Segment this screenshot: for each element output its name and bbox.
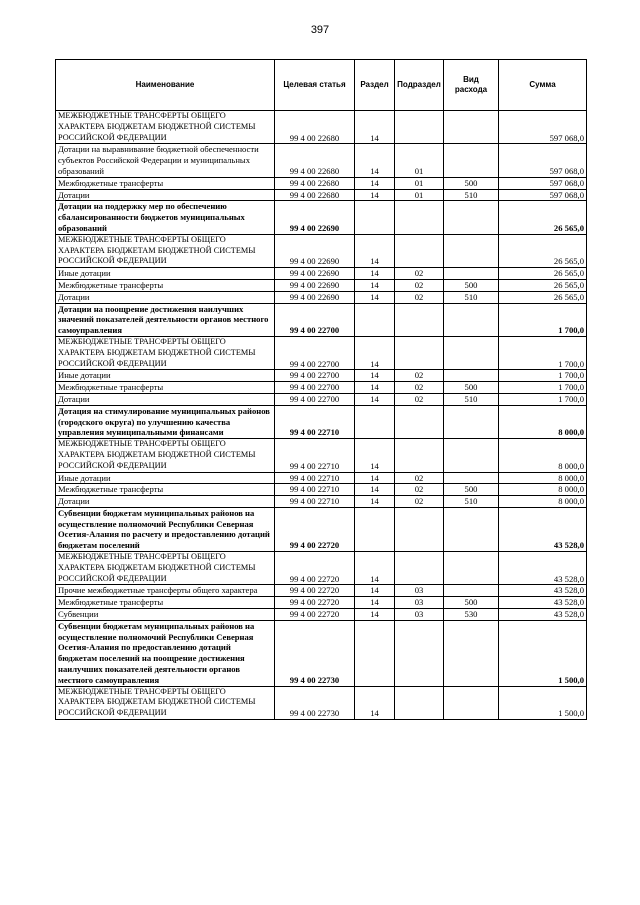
cell-expense-type: [444, 336, 499, 369]
cell-name: Иные дотации: [56, 370, 275, 382]
cell-target: 99 4 00 22730: [275, 620, 355, 686]
cell-target: 99 4 00 22720: [275, 585, 355, 597]
cell-sum: 1 500,0: [499, 686, 587, 719]
table-row: [56, 291, 587, 303]
cell-subsection: 02: [395, 382, 444, 394]
header-expense-type: Вид расхода: [444, 60, 499, 111]
cell-name: Межбюджетные трансферты: [56, 484, 275, 496]
cell-sum: 43 528,0: [499, 552, 587, 585]
cell-subsection: [395, 439, 444, 472]
table-row: [56, 585, 587, 597]
cell-section: 14: [355, 234, 395, 267]
table-row: [56, 189, 587, 201]
cell-sum: 43 528,0: [499, 507, 587, 551]
header-subsection: Подраздел: [395, 60, 444, 111]
cell-expense-type: 510: [444, 189, 499, 201]
cell-subsection: 02: [395, 484, 444, 496]
cell-subsection: [395, 201, 444, 234]
cell-subsection: [395, 303, 444, 336]
cell-sum: 26 565,0: [499, 268, 587, 280]
cell-sum: 26 565,0: [499, 234, 587, 267]
cell-name: Субвенции: [56, 609, 275, 621]
cell-name: МЕЖБЮДЖЕТНЫЕ ТРАНСФЕРТЫ ОБЩЕГО ХАРАКТЕРА БЮДЖЕТАМ БЮДЖЕТНОЙ СИСТЕМЫ РОССИЙСКОЙ ФЕДЕРАЦИИ: [56, 552, 275, 585]
cell-sum: 1 700,0: [499, 370, 587, 382]
cell-expense-type: 500: [444, 279, 499, 291]
cell-subsection: 02: [395, 370, 444, 382]
cell-name: Дотации: [56, 291, 275, 303]
cell-section: 14: [355, 472, 395, 484]
cell-target: 99 4 00 22720: [275, 507, 355, 551]
cell-expense-type: [444, 585, 499, 597]
cell-sum: 43 528,0: [499, 585, 587, 597]
cell-sum: 8 000,0: [499, 496, 587, 508]
cell-sum: 1 700,0: [499, 336, 587, 369]
cell-subsection: 02: [395, 291, 444, 303]
cell-target: 99 4 00 22690: [275, 291, 355, 303]
cell-subsection: [395, 620, 444, 686]
cell-subsection: 02: [395, 279, 444, 291]
cell-section: 14: [355, 370, 395, 382]
cell-target: 99 4 00 22680: [275, 177, 355, 189]
cell-name: Дотации на поддержку мер по обеспечению сбалансированности бюджетов муниципальных образований: [56, 201, 275, 234]
table-row: [56, 144, 587, 177]
cell-expense-type: [444, 686, 499, 719]
table-row: [56, 234, 587, 267]
cell-name: Дотация на стимулирование муниципальных районов (городского округа) по улучшению качества управления муниципальными финансами: [56, 405, 275, 438]
table-row: [56, 336, 587, 369]
cell-section: [355, 201, 395, 234]
cell-subsection: [395, 405, 444, 438]
cell-target: 99 4 00 22700: [275, 303, 355, 336]
cell-target: 99 4 00 22720: [275, 552, 355, 585]
cell-name: Иные дотации: [56, 472, 275, 484]
cell-expense-type: 510: [444, 291, 499, 303]
cell-expense-type: 500: [444, 597, 499, 609]
cell-target: 99 4 00 22680: [275, 189, 355, 201]
cell-target: 99 4 00 22690: [275, 201, 355, 234]
cell-expense-type: [444, 439, 499, 472]
cell-expense-type: [444, 111, 499, 144]
cell-name: МЕЖБЮДЖЕТНЫЕ ТРАНСФЕРТЫ ОБЩЕГО ХАРАКТЕРА БЮДЖЕТАМ БЮДЖЕТНОЙ СИСТЕМЫ РОССИЙСКОЙ ФЕДЕРАЦИИ: [56, 336, 275, 369]
budget-table: [55, 59, 587, 720]
cell-subsection: [395, 686, 444, 719]
cell-target: 99 4 00 22690: [275, 268, 355, 280]
table-row: [56, 609, 587, 621]
table-row: [56, 268, 587, 280]
cell-sum: 26 565,0: [499, 279, 587, 291]
cell-expense-type: [444, 507, 499, 551]
table-body: [56, 111, 587, 720]
cell-name: МЕЖБЮДЖЕТНЫЕ ТРАНСФЕРТЫ ОБЩЕГО ХАРАКТЕРА БЮДЖЕТАМ БЮДЖЕТНОЙ СИСТЕМЫ РОССИЙСКОЙ ФЕДЕРАЦИИ: [56, 111, 275, 144]
cell-subsection: [395, 507, 444, 551]
cell-subsection: 01: [395, 177, 444, 189]
cell-sum: 43 528,0: [499, 609, 587, 621]
cell-sum: 597 068,0: [499, 189, 587, 201]
cell-subsection: 02: [395, 268, 444, 280]
cell-subsection: [395, 552, 444, 585]
cell-expense-type: [444, 144, 499, 177]
table-row: [56, 279, 587, 291]
cell-subsection: [395, 336, 444, 369]
cell-section: 14: [355, 144, 395, 177]
header-sum: Сумма: [499, 60, 587, 111]
cell-subsection: 02: [395, 472, 444, 484]
cell-target: 99 4 00 22720: [275, 609, 355, 621]
cell-target: 99 4 00 22690: [275, 234, 355, 267]
cell-section: 14: [355, 111, 395, 144]
page-number: 397: [310, 24, 330, 36]
cell-name: МЕЖБЮДЖЕТНЫЕ ТРАНСФЕРТЫ ОБЩЕГО ХАРАКТЕРА БЮДЖЕТАМ БЮДЖЕТНОЙ СИСТЕМЫ РОССИЙСКОЙ ФЕДЕРАЦИИ: [56, 439, 275, 472]
cell-section: 14: [355, 609, 395, 621]
cell-sum: 1 700,0: [499, 382, 587, 394]
table-row: [56, 370, 587, 382]
cell-section: 14: [355, 686, 395, 719]
cell-sum: 26 565,0: [499, 201, 587, 234]
cell-name: Дотации на выравнивание бюджетной обеспеченности субъектов Российской Федерации и муниципальных образований: [56, 144, 275, 177]
cell-name: Межбюджетные трансферты: [56, 177, 275, 189]
header-name: Наименование: [56, 60, 275, 111]
cell-subsection: 02: [395, 496, 444, 508]
cell-section: 14: [355, 496, 395, 508]
table-row: [56, 111, 587, 144]
table-row: [56, 472, 587, 484]
cell-subsection: 03: [395, 585, 444, 597]
cell-expense-type: [444, 303, 499, 336]
cell-section: 14: [355, 382, 395, 394]
cell-sum: 1 700,0: [499, 303, 587, 336]
cell-target: 99 4 00 22680: [275, 111, 355, 144]
cell-section: 14: [355, 439, 395, 472]
cell-sum: 26 565,0: [499, 291, 587, 303]
cell-sum: 8 000,0: [499, 484, 587, 496]
cell-expense-type: [444, 620, 499, 686]
cell-section: 14: [355, 291, 395, 303]
cell-subsection: 01: [395, 144, 444, 177]
cell-sum: 8 000,0: [499, 439, 587, 472]
cell-target: 99 4 00 22680: [275, 144, 355, 177]
cell-name: МЕЖБЮДЖЕТНЫЕ ТРАНСФЕРТЫ ОБЩЕГО ХАРАКТЕРА БЮДЖЕТАМ БЮДЖЕТНОЙ СИСТЕМЫ РОССИЙСКОЙ ФЕДЕРАЦИИ: [56, 234, 275, 267]
cell-name: Межбюджетные трансферты: [56, 279, 275, 291]
cell-section: 14: [355, 268, 395, 280]
cell-subsection: 03: [395, 609, 444, 621]
cell-expense-type: [444, 234, 499, 267]
cell-name: МЕЖБЮДЖЕТНЫЕ ТРАНСФЕРТЫ ОБЩЕГО ХАРАКТЕРА БЮДЖЕТАМ БЮДЖЕТНОЙ СИСТЕМЫ РОССИЙСКОЙ ФЕДЕРАЦИИ: [56, 686, 275, 719]
table-row: [56, 507, 587, 551]
cell-sum: 1 700,0: [499, 393, 587, 405]
cell-name: Дотации на поощрение достижения наилучших значений показателей деятельности органов местного самоуправления: [56, 303, 275, 336]
cell-section: 14: [355, 585, 395, 597]
cell-target: 99 4 00 22700: [275, 382, 355, 394]
cell-section: 14: [355, 336, 395, 369]
cell-section: [355, 405, 395, 438]
cell-subsection: [395, 234, 444, 267]
table-row: [56, 496, 587, 508]
table-row: [56, 382, 587, 394]
cell-expense-type: 530: [444, 609, 499, 621]
table-row: [56, 439, 587, 472]
cell-target: 99 4 00 22710: [275, 439, 355, 472]
cell-subsection: 02: [395, 393, 444, 405]
cell-expense-type: [444, 472, 499, 484]
cell-sum: 597 068,0: [499, 177, 587, 189]
cell-target: 99 4 00 22700: [275, 336, 355, 369]
header-target: Целевая статья: [275, 60, 355, 111]
cell-target: 99 4 00 22690: [275, 279, 355, 291]
cell-target: 99 4 00 22710: [275, 496, 355, 508]
cell-name: Межбюджетные трансферты: [56, 597, 275, 609]
cell-target: 99 4 00 22710: [275, 472, 355, 484]
table-row: [56, 597, 587, 609]
cell-section: 14: [355, 279, 395, 291]
cell-subsection: 03: [395, 597, 444, 609]
cell-expense-type: [444, 268, 499, 280]
cell-sum: 8 000,0: [499, 405, 587, 438]
cell-name: Дотации: [56, 393, 275, 405]
cell-name: Прочие межбюджетные трансферты общего характера: [56, 585, 275, 597]
cell-expense-type: [444, 405, 499, 438]
cell-expense-type: 500: [444, 382, 499, 394]
cell-target: 99 4 00 22720: [275, 597, 355, 609]
cell-name: Дотации: [56, 189, 275, 201]
table-row: [56, 201, 587, 234]
table-row: [56, 177, 587, 189]
cell-sum: 597 068,0: [499, 144, 587, 177]
cell-expense-type: 510: [444, 393, 499, 405]
table-row: [56, 393, 587, 405]
cell-name: Дотации: [56, 496, 275, 508]
cell-section: 14: [355, 189, 395, 201]
cell-sum: 1 500,0: [499, 620, 587, 686]
cell-sum: 8 000,0: [499, 472, 587, 484]
cell-section: 14: [355, 393, 395, 405]
cell-expense-type: 500: [444, 484, 499, 496]
cell-name: Субвенции бюджетам муниципальных районов на осуществление полномочий Республики Северная Осетия-Алания по предоставлению дотаций бюджетам поселений на поощрение достижения наилучших показателей деятельности органов местного самоуправления: [56, 620, 275, 686]
table-row: [56, 484, 587, 496]
cell-sum: 43 528,0: [499, 597, 587, 609]
cell-target: 99 4 00 22710: [275, 484, 355, 496]
cell-section: [355, 620, 395, 686]
table-row: [56, 686, 587, 719]
cell-section: [355, 303, 395, 336]
cell-target: 99 4 00 22700: [275, 370, 355, 382]
cell-sum: 597 068,0: [499, 111, 587, 144]
cell-section: [355, 507, 395, 551]
cell-expense-type: [444, 370, 499, 382]
cell-target: 99 4 00 22700: [275, 393, 355, 405]
table-row: [56, 620, 587, 686]
table-row: [56, 552, 587, 585]
table-row: [56, 405, 587, 438]
table-header-row: [56, 60, 587, 111]
cell-target: 99 4 00 22730: [275, 686, 355, 719]
table-row: [56, 303, 587, 336]
cell-expense-type: [444, 201, 499, 234]
cell-section: 14: [355, 177, 395, 189]
cell-expense-type: 510: [444, 496, 499, 508]
cell-name: Субвенции бюджетам муниципальных районов на осуществление полномочий Республики Северная Осетия-Алания по расчету и предоставлению дотаций бюджетам поселений: [56, 507, 275, 551]
cell-name: Иные дотации: [56, 268, 275, 280]
cell-section: 14: [355, 597, 395, 609]
cell-subsection: [395, 111, 444, 144]
cell-expense-type: 500: [444, 177, 499, 189]
cell-expense-type: [444, 552, 499, 585]
cell-name: Межбюджетные трансферты: [56, 382, 275, 394]
cell-section: 14: [355, 552, 395, 585]
cell-target: 99 4 00 22710: [275, 405, 355, 438]
header-section: Раздел: [355, 60, 395, 111]
cell-subsection: 01: [395, 189, 444, 201]
cell-section: 14: [355, 484, 395, 496]
